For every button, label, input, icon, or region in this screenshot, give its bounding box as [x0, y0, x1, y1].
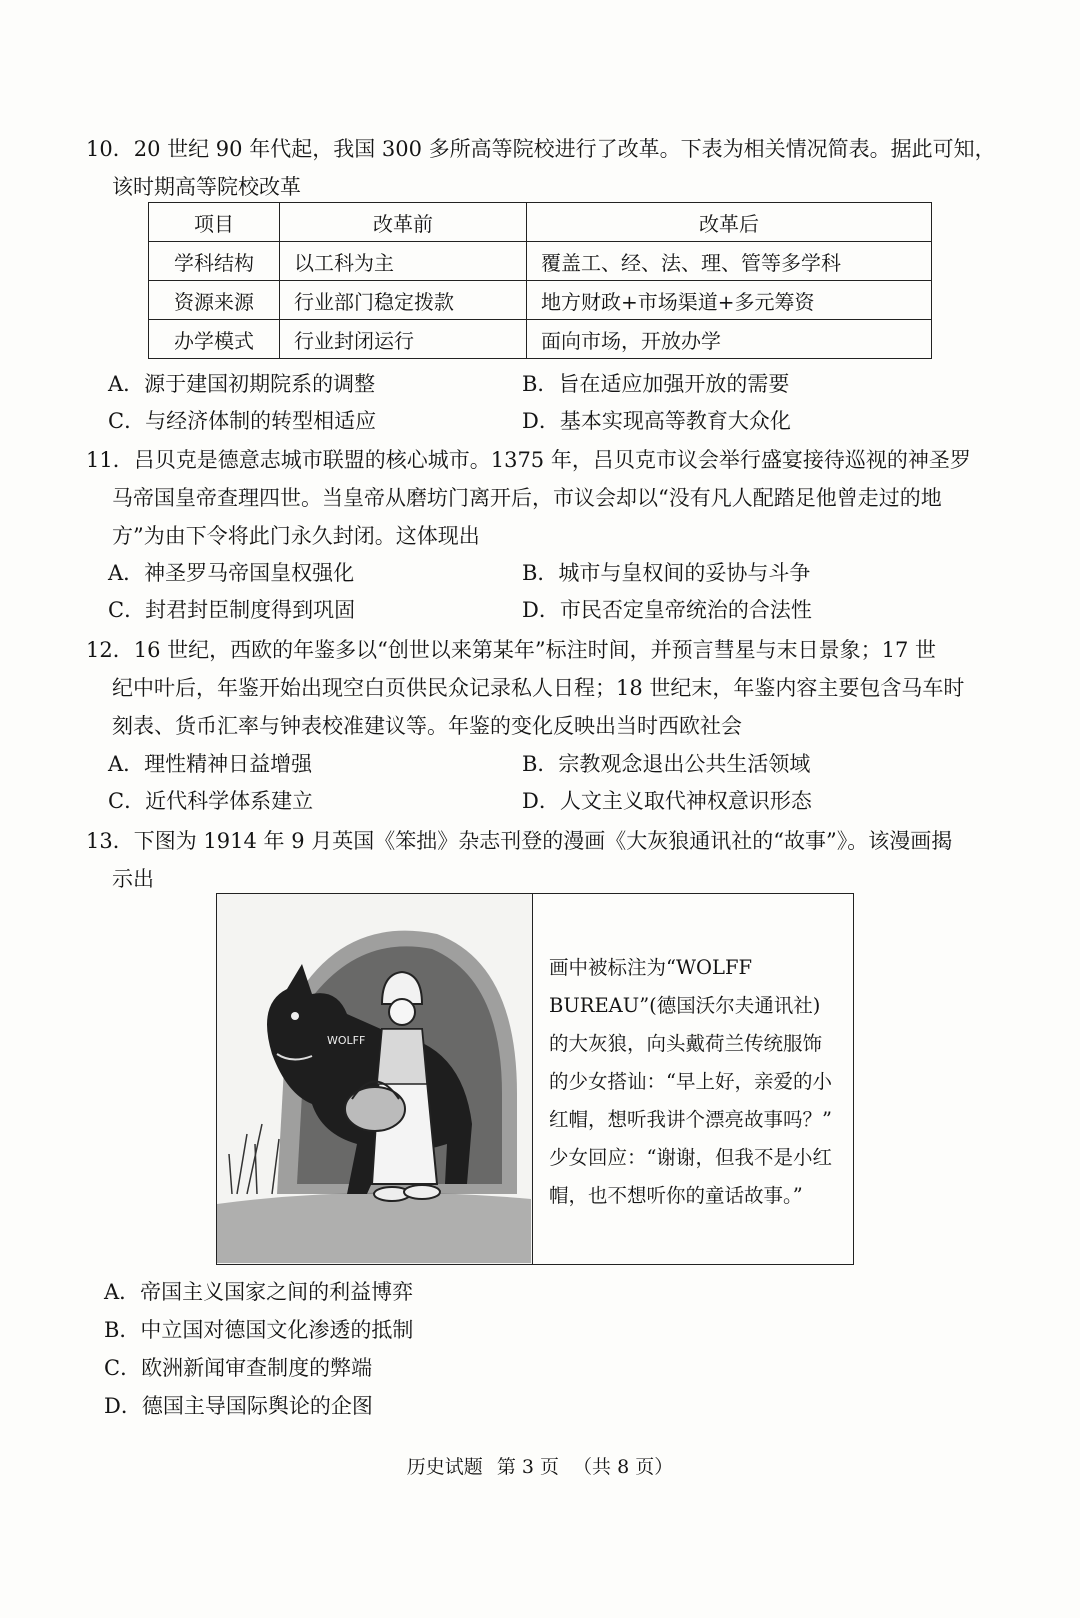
caption-line: BUREAU”(德国沃尔夫通讯社) — [549, 994, 821, 1017]
q12-option-d: D．人文主义取代神权意识形态 — [522, 789, 812, 813]
table-cell: 办学模式 — [149, 320, 280, 359]
q12-option-a: A．理性精神日益增强 — [108, 752, 313, 776]
question-12 — [86, 631, 964, 745]
q13-option-c: C．欧洲新闻审查制度的弊端 — [104, 1356, 373, 1380]
question-12-line-1: 12．16 世纪，西欧的年鉴多以“创世以来第某年”标注时间，并预言彗星与末日景象；17 世 — [86, 638, 936, 662]
table-header-item: 项目 — [149, 203, 280, 242]
q13-option-a: A．帝国主义国家之间的利益博弈 — [104, 1280, 414, 1304]
reform-table — [148, 202, 932, 359]
table-header-after: 改革后 — [527, 203, 932, 242]
table-header-before: 改革前 — [280, 203, 527, 242]
question-13-line-1: 13．下图为 1914 年 9 月英国《笨拙》杂志刊登的漫画《大灰狼通讯社的“故事”》。该漫画揭 — [86, 829, 953, 853]
caption-line: 帽，也不想听你的童话故事。” — [549, 1184, 803, 1207]
page-footer — [0, 1452, 1080, 1479]
q13-option-b: B．中立国对德国文化渗透的抵制 — [104, 1318, 414, 1342]
caption-line: 少女回应：“谢谢，但我不是小红 — [549, 1146, 832, 1169]
table-cell: 地方财政+市场渠道+多元筹资 — [527, 281, 932, 320]
q10-option-a: A．源于建国初期院系的调整 — [108, 372, 376, 396]
q11-option-d: D．市民否定皇帝统治的合法性 — [522, 598, 812, 622]
question-10-line-1: 10．20 世纪 90 年代起，我国 300 多所高等院校进行了改革。下表为相关情况简表。据此可知， — [86, 137, 996, 161]
question-13-line-2: 示出 — [112, 867, 154, 891]
q12-option-b: B．宗教观念退出公共生活领域 — [522, 752, 811, 776]
table-cell: 面向市场，开放办学 — [527, 320, 932, 359]
caption-line: 红帽，想听我讲个漂亮故事吗？” — [549, 1108, 832, 1131]
table-cell: 行业封闭运行 — [280, 320, 527, 359]
table-row — [149, 320, 932, 359]
table-header-row — [149, 203, 932, 242]
cartoon-wolff-label: WOLFF — [327, 1034, 366, 1047]
caption-line: 画中被标注为“WOLFF — [549, 956, 753, 979]
table-cell: 学科结构 — [149, 242, 280, 281]
table-cell: 行业部门稳定拨款 — [280, 281, 527, 320]
footer-total-pages: （共 8 页） — [573, 1456, 674, 1478]
question-10-line-2: 该时期高等院校改革 — [112, 175, 301, 199]
wolf-and-girl-image — [217, 894, 531, 1263]
table-cell: 覆盖工、经、法、理、管等多学科 — [527, 242, 932, 281]
question-11-line-2: 马帝国皇帝查理四世。当皇帝从磨坊门离开后，市议会却以“没有凡人配踏足他曾走过的地 — [112, 486, 942, 510]
question-13 — [86, 822, 952, 898]
caption-line: 的少女搭讪：“早上好，亲爱的小 — [549, 1070, 832, 1093]
q11-option-c: C．封君封臣制度得到巩固 — [108, 598, 356, 622]
q11-option-a: A．神圣罗马帝国皇权强化 — [108, 561, 355, 585]
question-12-line-2: 纪中叶后，年鉴开始出现空白页供民众记录私人日程；18 世纪末，年鉴内容主要包含马车时 — [112, 676, 965, 700]
q11-option-b: B．城市与皇权间的妥协与斗争 — [522, 561, 811, 585]
q13-option-d: D．德国主导国际舆论的企图 — [104, 1394, 373, 1418]
cartoon-illustration — [217, 894, 533, 1264]
q10-option-d: D．基本实现高等教育大众化 — [522, 409, 791, 433]
question-12-line-3: 刻表、货币汇率与钟表校准建议等。年鉴的变化反映出当时西欧社会 — [112, 714, 742, 738]
question-11-line-3: 方”为由下令将此门永久封闭。这体现出 — [112, 524, 480, 548]
q10-option-b: B．旨在适应加强开放的需要 — [522, 372, 790, 396]
cartoon-figure — [216, 893, 854, 1265]
table-row — [149, 281, 932, 320]
table-cell: 以工科为主 — [280, 242, 527, 281]
cartoon-caption — [549, 949, 845, 1215]
q12-option-c: C．近代科学体系建立 — [108, 789, 314, 813]
question-10 — [86, 130, 996, 206]
caption-line: 的大灰狼，向头戴荷兰传统服饰 — [549, 1032, 823, 1055]
table-cell: 资源来源 — [149, 281, 280, 320]
question-11-line-1: 11．吕贝克是德意志城市联盟的核心城市。1375 年，吕贝克市议会举行盛宴接待巡视的神圣罗 — [86, 448, 971, 472]
footer-subject: 历史试题 — [406, 1456, 483, 1478]
footer-page-number: 第 3 页 — [496, 1456, 559, 1478]
table-row — [149, 242, 932, 281]
q10-option-c: C．与经济体制的转型相适应 — [108, 409, 377, 433]
question-11 — [86, 441, 971, 555]
